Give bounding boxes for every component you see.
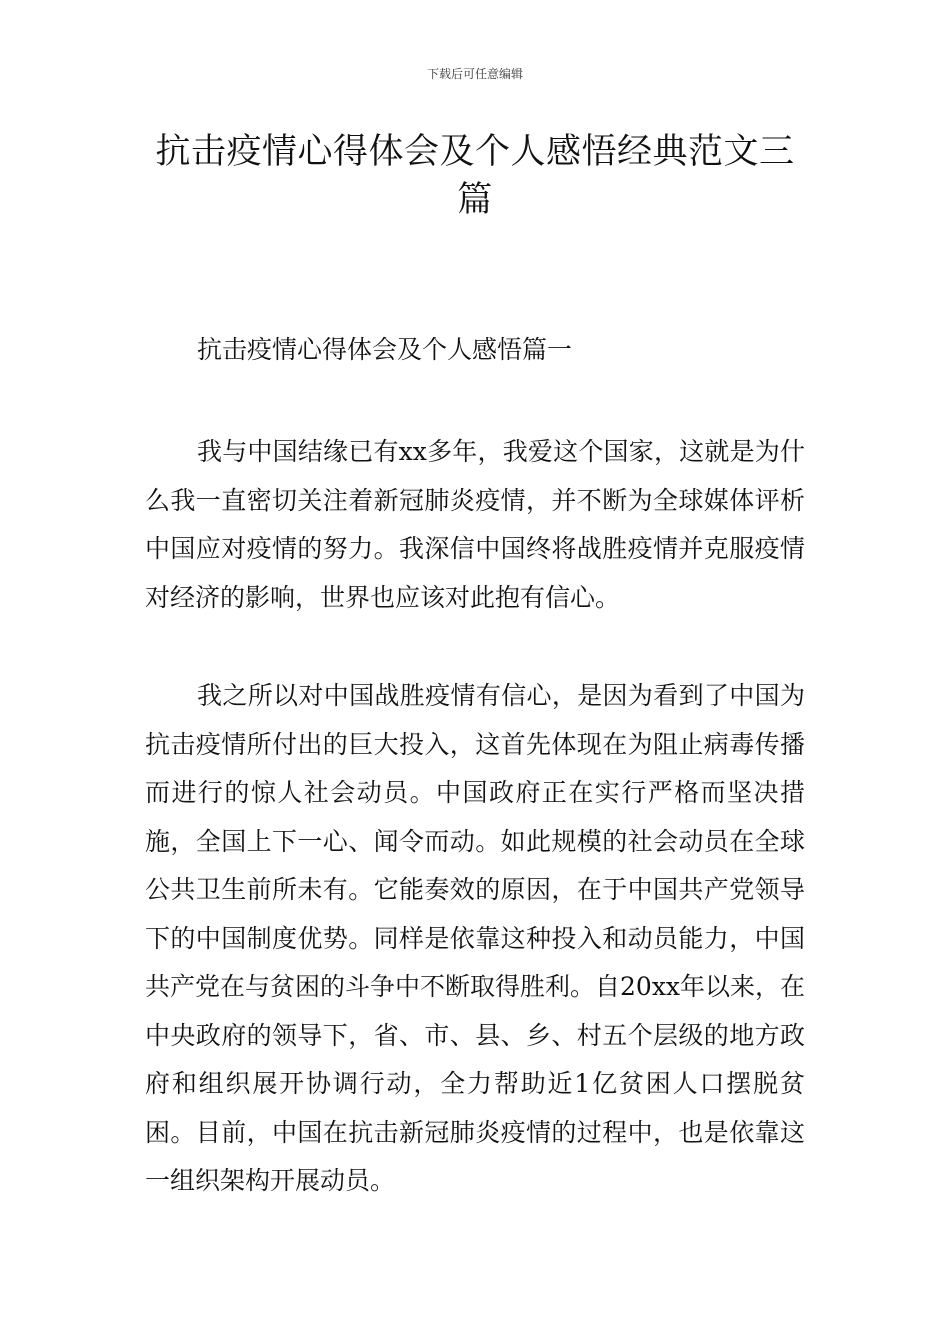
document-title: 抗击疫情心得体会及个人感悟经典范文三篇 bbox=[155, 132, 795, 220]
body-paragraph-1: 我与中国结缘已有xx多年，我爱这个国家，这就是为什么我一直密切关注着新冠肺炎疫情，并不断为全球媒体评析中国应对疫情的努力。我深信中国终将战胜疫情并克服疫情对经济的影响，世界也应该对此抱有信心。 bbox=[145, 437, 805, 612]
body-paragraph-2: 我之所以对中国战胜疫情有信心，是因为看到了中国为抗击疫情所付出的巨大投入，这首先体现在为阻止病毒传播而进行的惊人社会动员。中国政府正在实行严格而坚决措施，全国上下一心、闻令而动。如此规模的社会动员在全球公共卫生前所未有。它能奏效的原因，在于中国共产党领导下的中国制度优势。同样是依靠这种投入和动员能力，中国共产党在与贫困的斗争中不断取得胜利。自20xx年以来，在中央政府的领导下，省、市、县、乡、村五个层级的地方政府和组织展开协调行动，全力帮助近1亿贫困人口摆脱贫困。目前，中国在抗击新冠肺炎疫情的过程中，也是依靠这一组织架构开展动员。 bbox=[145, 681, 806, 1195]
section-heading: 抗击疫情心得体会及个人感悟篇一 bbox=[197, 335, 573, 364]
header-note: 下载后可任意编辑 bbox=[426, 67, 523, 81]
